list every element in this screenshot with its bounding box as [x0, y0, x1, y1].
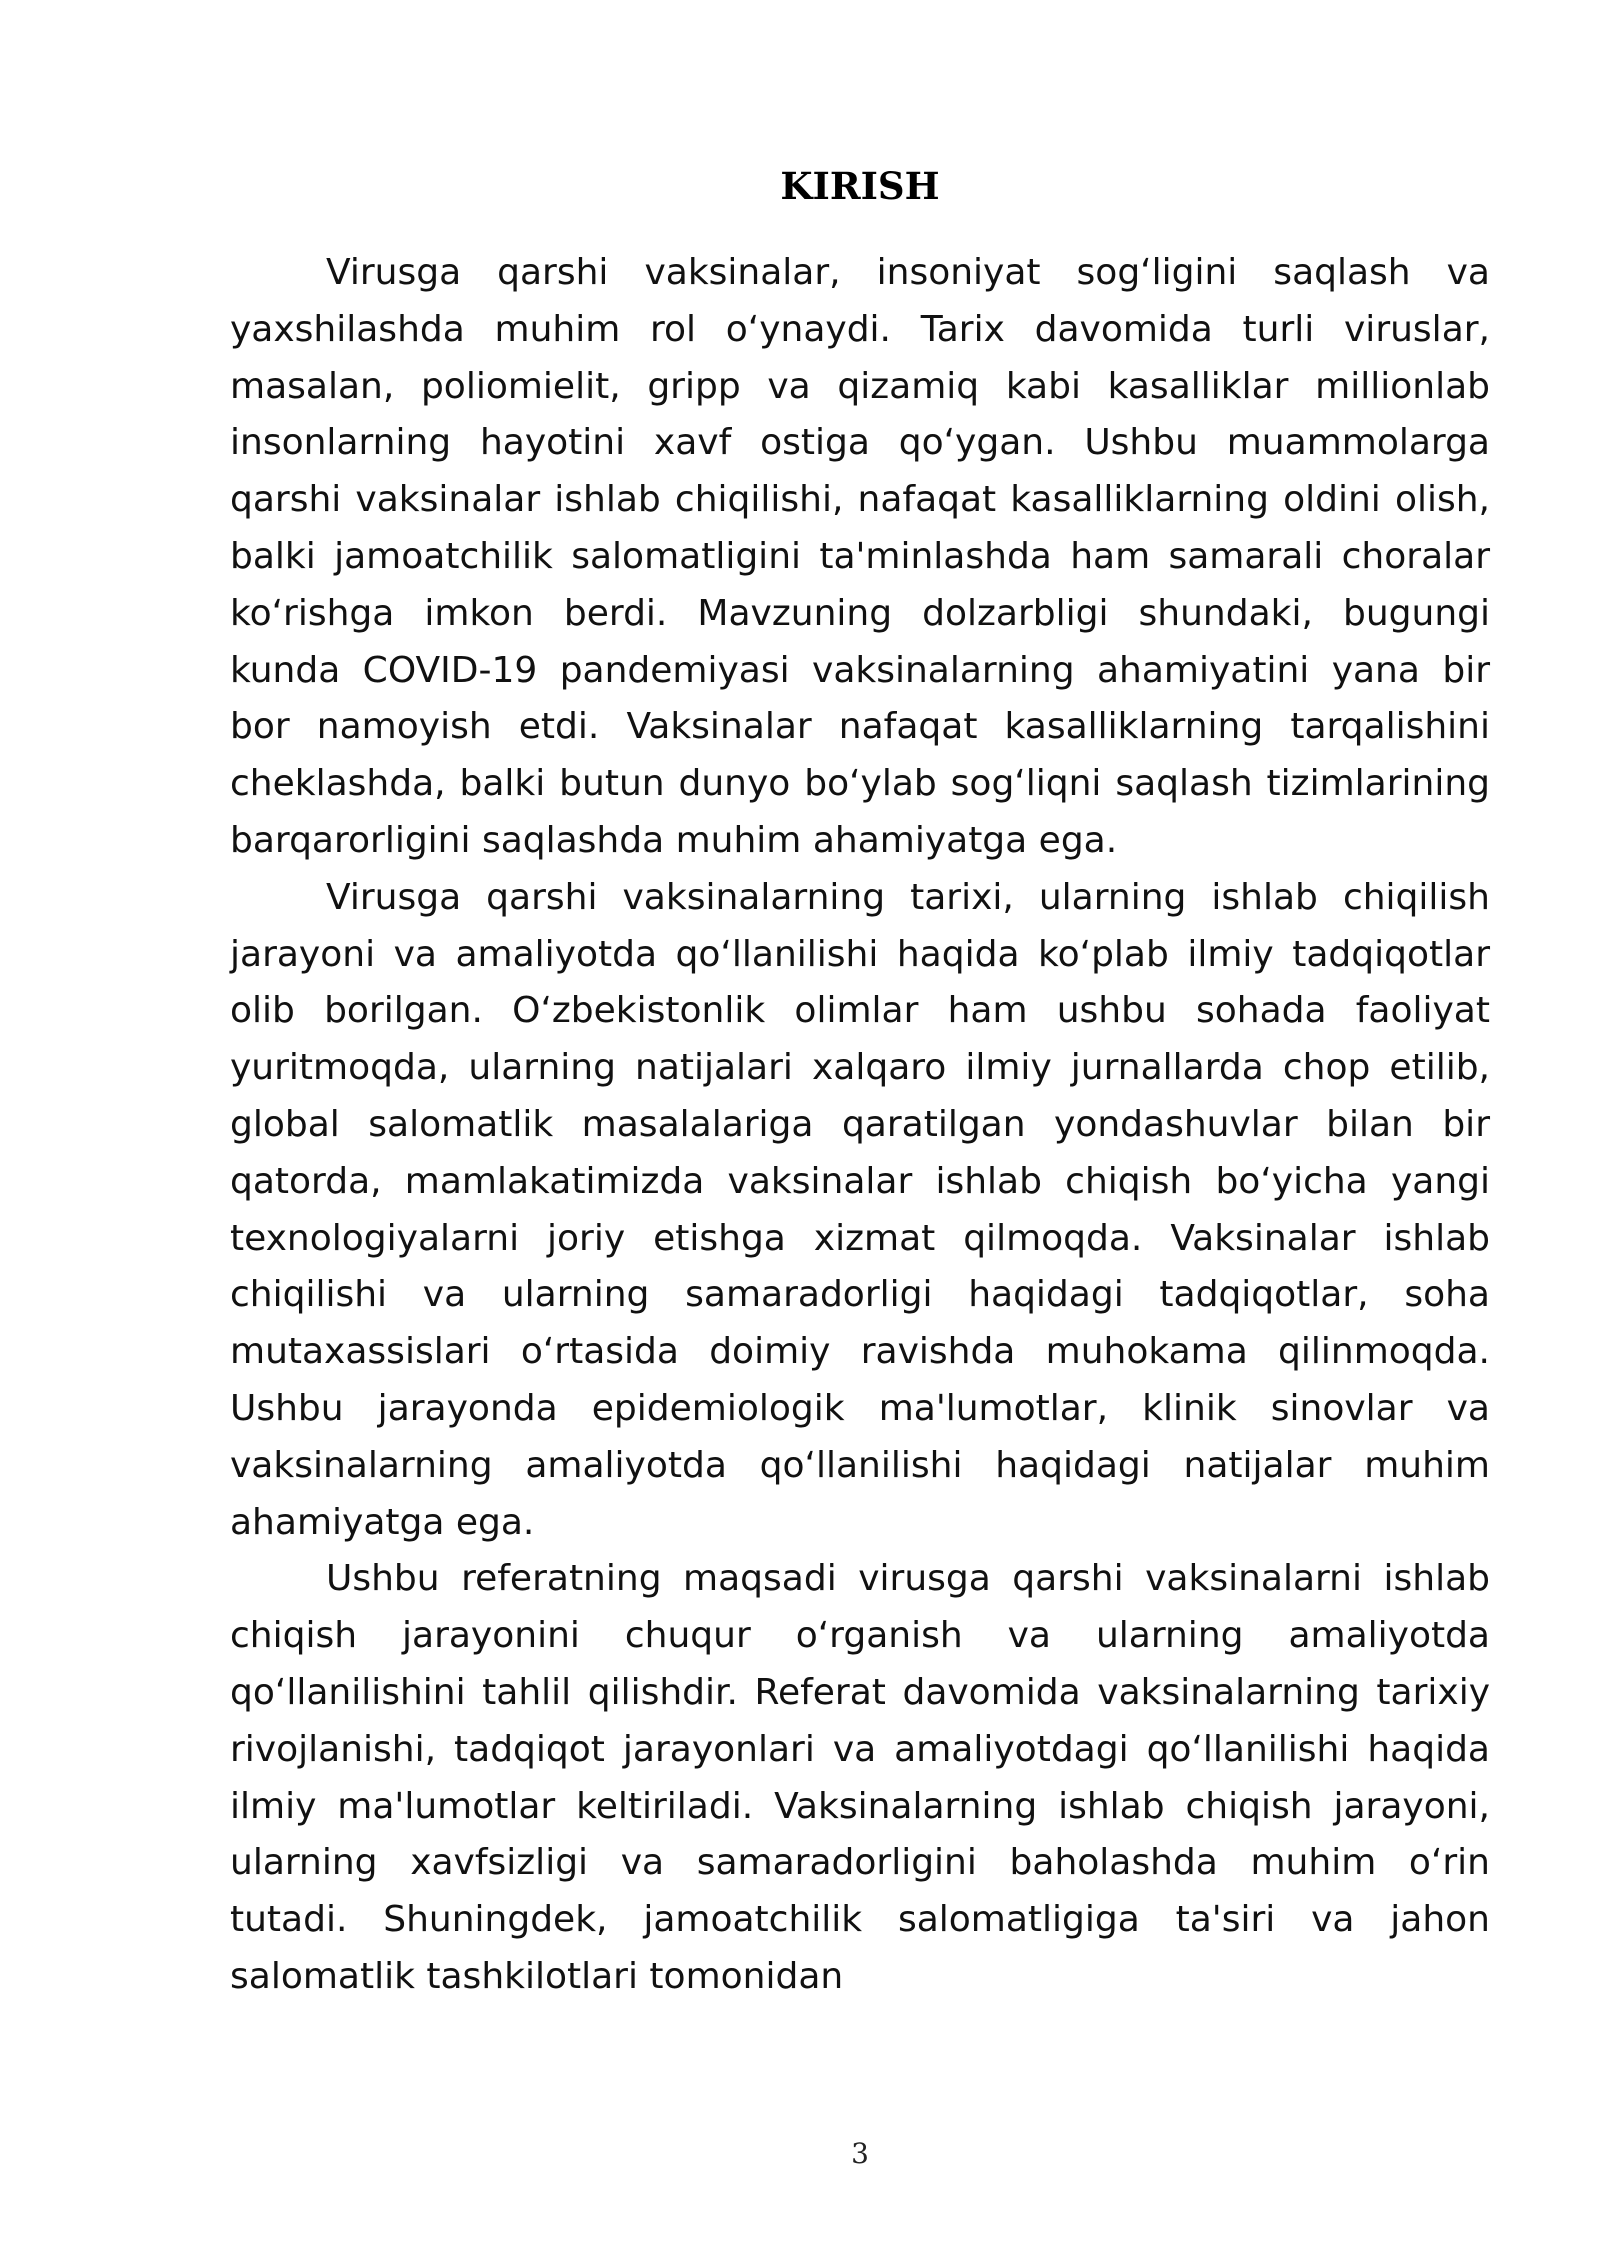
paragraph-1: Virusga qarshi vaksinalar, insoniyat sog‘ligini saqlash va yaxshilashda muhim rol o‘ynaydi. Tarix davomida turli viruslar, masalan, poliomielit, gripp va qizamiq kabi kasalliklar millionlab insonlarning hayotini xavf ostiga qo‘ygan. Ushbu muammolarga qarshi vaksinalar ishlab chiqilishi, nafaqat kasalliklarning oldini olish, balki jamoatchilik salomatligini ta'minlashda ham samarali choralar ko‘rishga imkon berdi. Mavzuning dolzarbligi shundaki, bugungi kunda COVID-19 pandemiyasi vaksinalarning ahamiyatini yana bir bor namoyish etdi. Vaksinalar nafaqat kasalliklarning tarqalishini cheklashda, balki butun dunyo bo‘ylab sog‘liqni saqlash tizimlarining barqarorligini saqlashda muhim ahamiyatga ega.: [230, 252, 1490, 861]
section-title: KIRISH: [780, 164, 940, 208]
body-text: [230, 245, 1490, 2006]
page-number: 3: [851, 2137, 869, 2170]
paragraph-2: Virusga qarshi vaksinalarning tarixi, ularning ishlab chiqilish jarayoni va amaliyotda qo‘llanilishi haqida ko‘plab ilmiy tadqiqotlar olib borilgan. O‘zbekistonlik olimlar ham ushbu sohada faoliyat yuritmoqda, ularning natijalari xalqaro ilmiy jurnallarda chop etilib, global salomatlik masalalariga qaratilgan yondashuvlar bilan bir qatorda, mamlakatimizda vaksinalar ishlab chiqish bo‘yicha yangi texnologiyalarni joriy etishga xizmat qilmoqda. Vaksinalar ishlab chiqilishi va ularning samaradorligi haqidagi tadqiqotlar, soha mutaxassislari o‘rtasida doimiy ravishda muhokama qilinmoqda. Ushbu jarayonda epidemiologik ma'lumotlar, klinik sinovlar va vaksinalarning amaliyotda qo‘llanilishi haqidagi natijalar muhim ahamiyatga ega.: [230, 876, 1490, 1543]
paragraph-3: Ushbu referatning maqsadi virusga qarshi vaksinalarni ishlab chiqish jarayonini chuqur o‘rganish va ularning amaliyotda qo‘llanilishini tahlil qilishdir. Referat davomida vaksinalarning tarixiy rivojlanishi, tadqiqot jarayonlari va amaliyotdagi qo‘llanilishi haqida ilmiy ma'lumotlar keltiriladi. Vaksinalarning ishlab chiqish jarayoni, ularning xavfsizligi va samaradorligini baholashda muhim o‘rin tutadi. Shuningdek, jamoatchilik salomatligiga ta'siri va jahon salomatlik tashkilotlari tomonidan: [230, 1558, 1490, 1997]
